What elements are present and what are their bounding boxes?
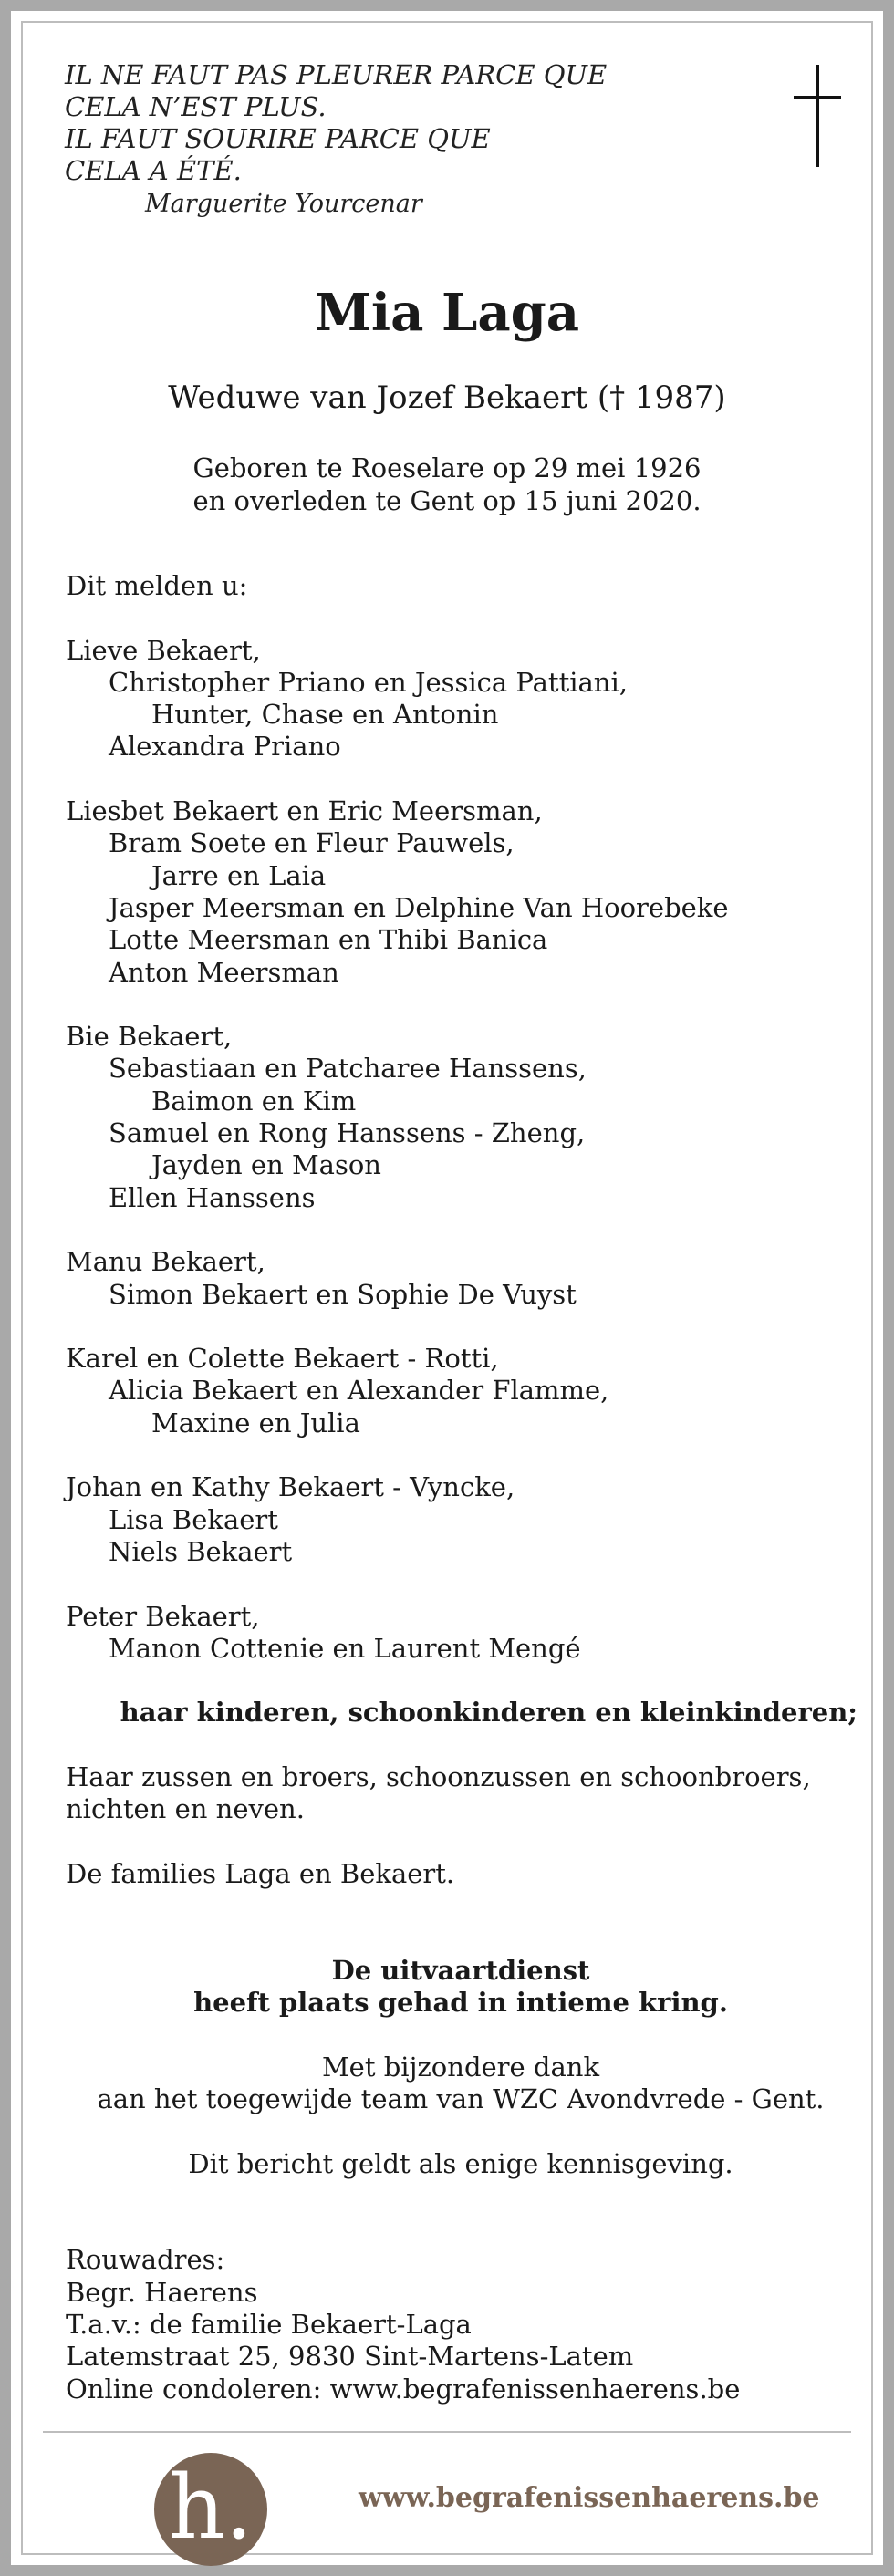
- address-line: Online condoleren: www.begrafenissenhaerens.be: [66, 2373, 741, 2405]
- children-line: haar kinderen, schoonkinderen en kleinkinderen;: [120, 1697, 858, 1729]
- intro-line: Dit melden u:: [66, 570, 248, 601]
- address-line: Latemstraat 25, 9830 Sint-Martens-Latem: [66, 2341, 634, 2373]
- family-member-line: Sebastiaan en Patcharee Hanssens,: [109, 1053, 587, 1085]
- divider: [43, 2431, 851, 2433]
- death-line: en overleden te Gent op 15 juni 2020.: [192, 485, 702, 516]
- address-line: Rouwadres:: [66, 2244, 225, 2276]
- family-member-line: Peter Bekaert,: [66, 1600, 260, 1632]
- address-line: Begr. Haerens: [66, 2276, 258, 2308]
- family-member-line: Manon Cottenie en Laurent Mengé: [109, 1632, 581, 1664]
- quote-line: CELA A ÉTÉ.: [65, 155, 242, 186]
- family-member-line: Simon Bekaert en Sophie De Vuyst: [109, 1278, 577, 1310]
- obituary-frame: [21, 21, 873, 2559]
- family-member-line: Niels Bekaert: [109, 1535, 293, 1567]
- family-member-line: Samuel en Rong Hanssens - Zheng,: [109, 1117, 586, 1149]
- birth-death-info: [23, 452, 871, 517]
- siblings-line: Haar zussen en broers, schoonzussen en schoonbroers,: [66, 1761, 811, 1792]
- family-member-line: Liesbet Bekaert en Eric Meersman,: [66, 795, 543, 827]
- deceased-name: Mia Laga: [314, 283, 580, 343]
- quote-line: IL FAUT SOURIRE PARCE QUE: [65, 123, 491, 154]
- siblings-line: nichten en neven.: [66, 1793, 305, 1825]
- widow-line: Weduwe van Jozef Bekaert († 1987): [168, 379, 726, 416]
- family-member-line: Manu Bekaert,: [66, 1246, 265, 1278]
- family-member-line: Hunter, Chase en Antonin: [151, 699, 499, 731]
- family-member-line: Alicia Bekaert en Alexander Flamme,: [109, 1375, 609, 1407]
- family-member-line: Bram Soete en Fleur Pauwels,: [109, 827, 515, 859]
- family-member-line: Anton Meersman: [109, 956, 339, 988]
- birth-line: Geboren te Roeselare op 29 mei 1926: [192, 452, 702, 483]
- family-member-line: Jayden en Mason: [151, 1149, 381, 1181]
- family-member-line: Johan en Kathy Bekaert - Vyncke,: [66, 1471, 515, 1503]
- service-line: heeft plaats gehad in intieme kring.: [193, 1987, 728, 2019]
- quote-block: [65, 59, 608, 218]
- family-member-line: Jasper Meersman en Delphine Van Hoorebeke: [109, 891, 729, 923]
- funeral-home-logo: h.: [154, 2453, 267, 2566]
- quote-line: CELA N’EST PLUS.: [65, 91, 327, 122]
- family-member-line: Baimon en Kim: [151, 1085, 357, 1117]
- obituary-page: [11, 11, 883, 2565]
- family-member-line: Ellen Hanssens: [109, 1181, 316, 1213]
- address-line: T.a.v.: de familie Bekaert-Laga: [66, 2309, 472, 2341]
- family-member-line: Bie Bekaert,: [66, 1021, 233, 1053]
- quote-author: Marguerite Yourcenar: [145, 190, 422, 218]
- family-member-line: Jarre en Laia: [151, 859, 327, 891]
- family-list: [66, 635, 868, 1698]
- family-member-line: Alexandra Priano: [109, 731, 341, 763]
- families-line: De families Laga en Bekaert.: [66, 1857, 455, 1889]
- family-member-line: Maxine en Julia: [151, 1407, 360, 1439]
- website-link[interactable]: www.begrafenissenhaerens.be: [359, 2482, 820, 2514]
- service-line: De uitvaartdienst: [331, 1954, 590, 1986]
- announcement-body: [66, 570, 868, 2405]
- notice-line: Dit bericht geldt als enige kennisgeving.: [188, 2147, 733, 2179]
- family-member-line: Lieve Bekaert,: [66, 634, 261, 666]
- thanks-line: aan het toegewijde team van WZC Avondvrede - Gent.: [97, 2083, 825, 2114]
- family-member-line: Karel en Colette Bekaert - Rotti,: [66, 1343, 499, 1375]
- cross-icon: [789, 65, 844, 167]
- thanks-line: Met bijzondere dank: [321, 2051, 600, 2083]
- family-member-line: Lotte Meersman en Thibi Banica: [109, 924, 548, 956]
- family-member-line: Christopher Priano en Jessica Pattiani,: [109, 666, 628, 698]
- family-member-line: Lisa Bekaert: [109, 1503, 278, 1535]
- quote-line: IL NE FAUT PAS PLEURER PARCE QUE: [65, 59, 608, 90]
